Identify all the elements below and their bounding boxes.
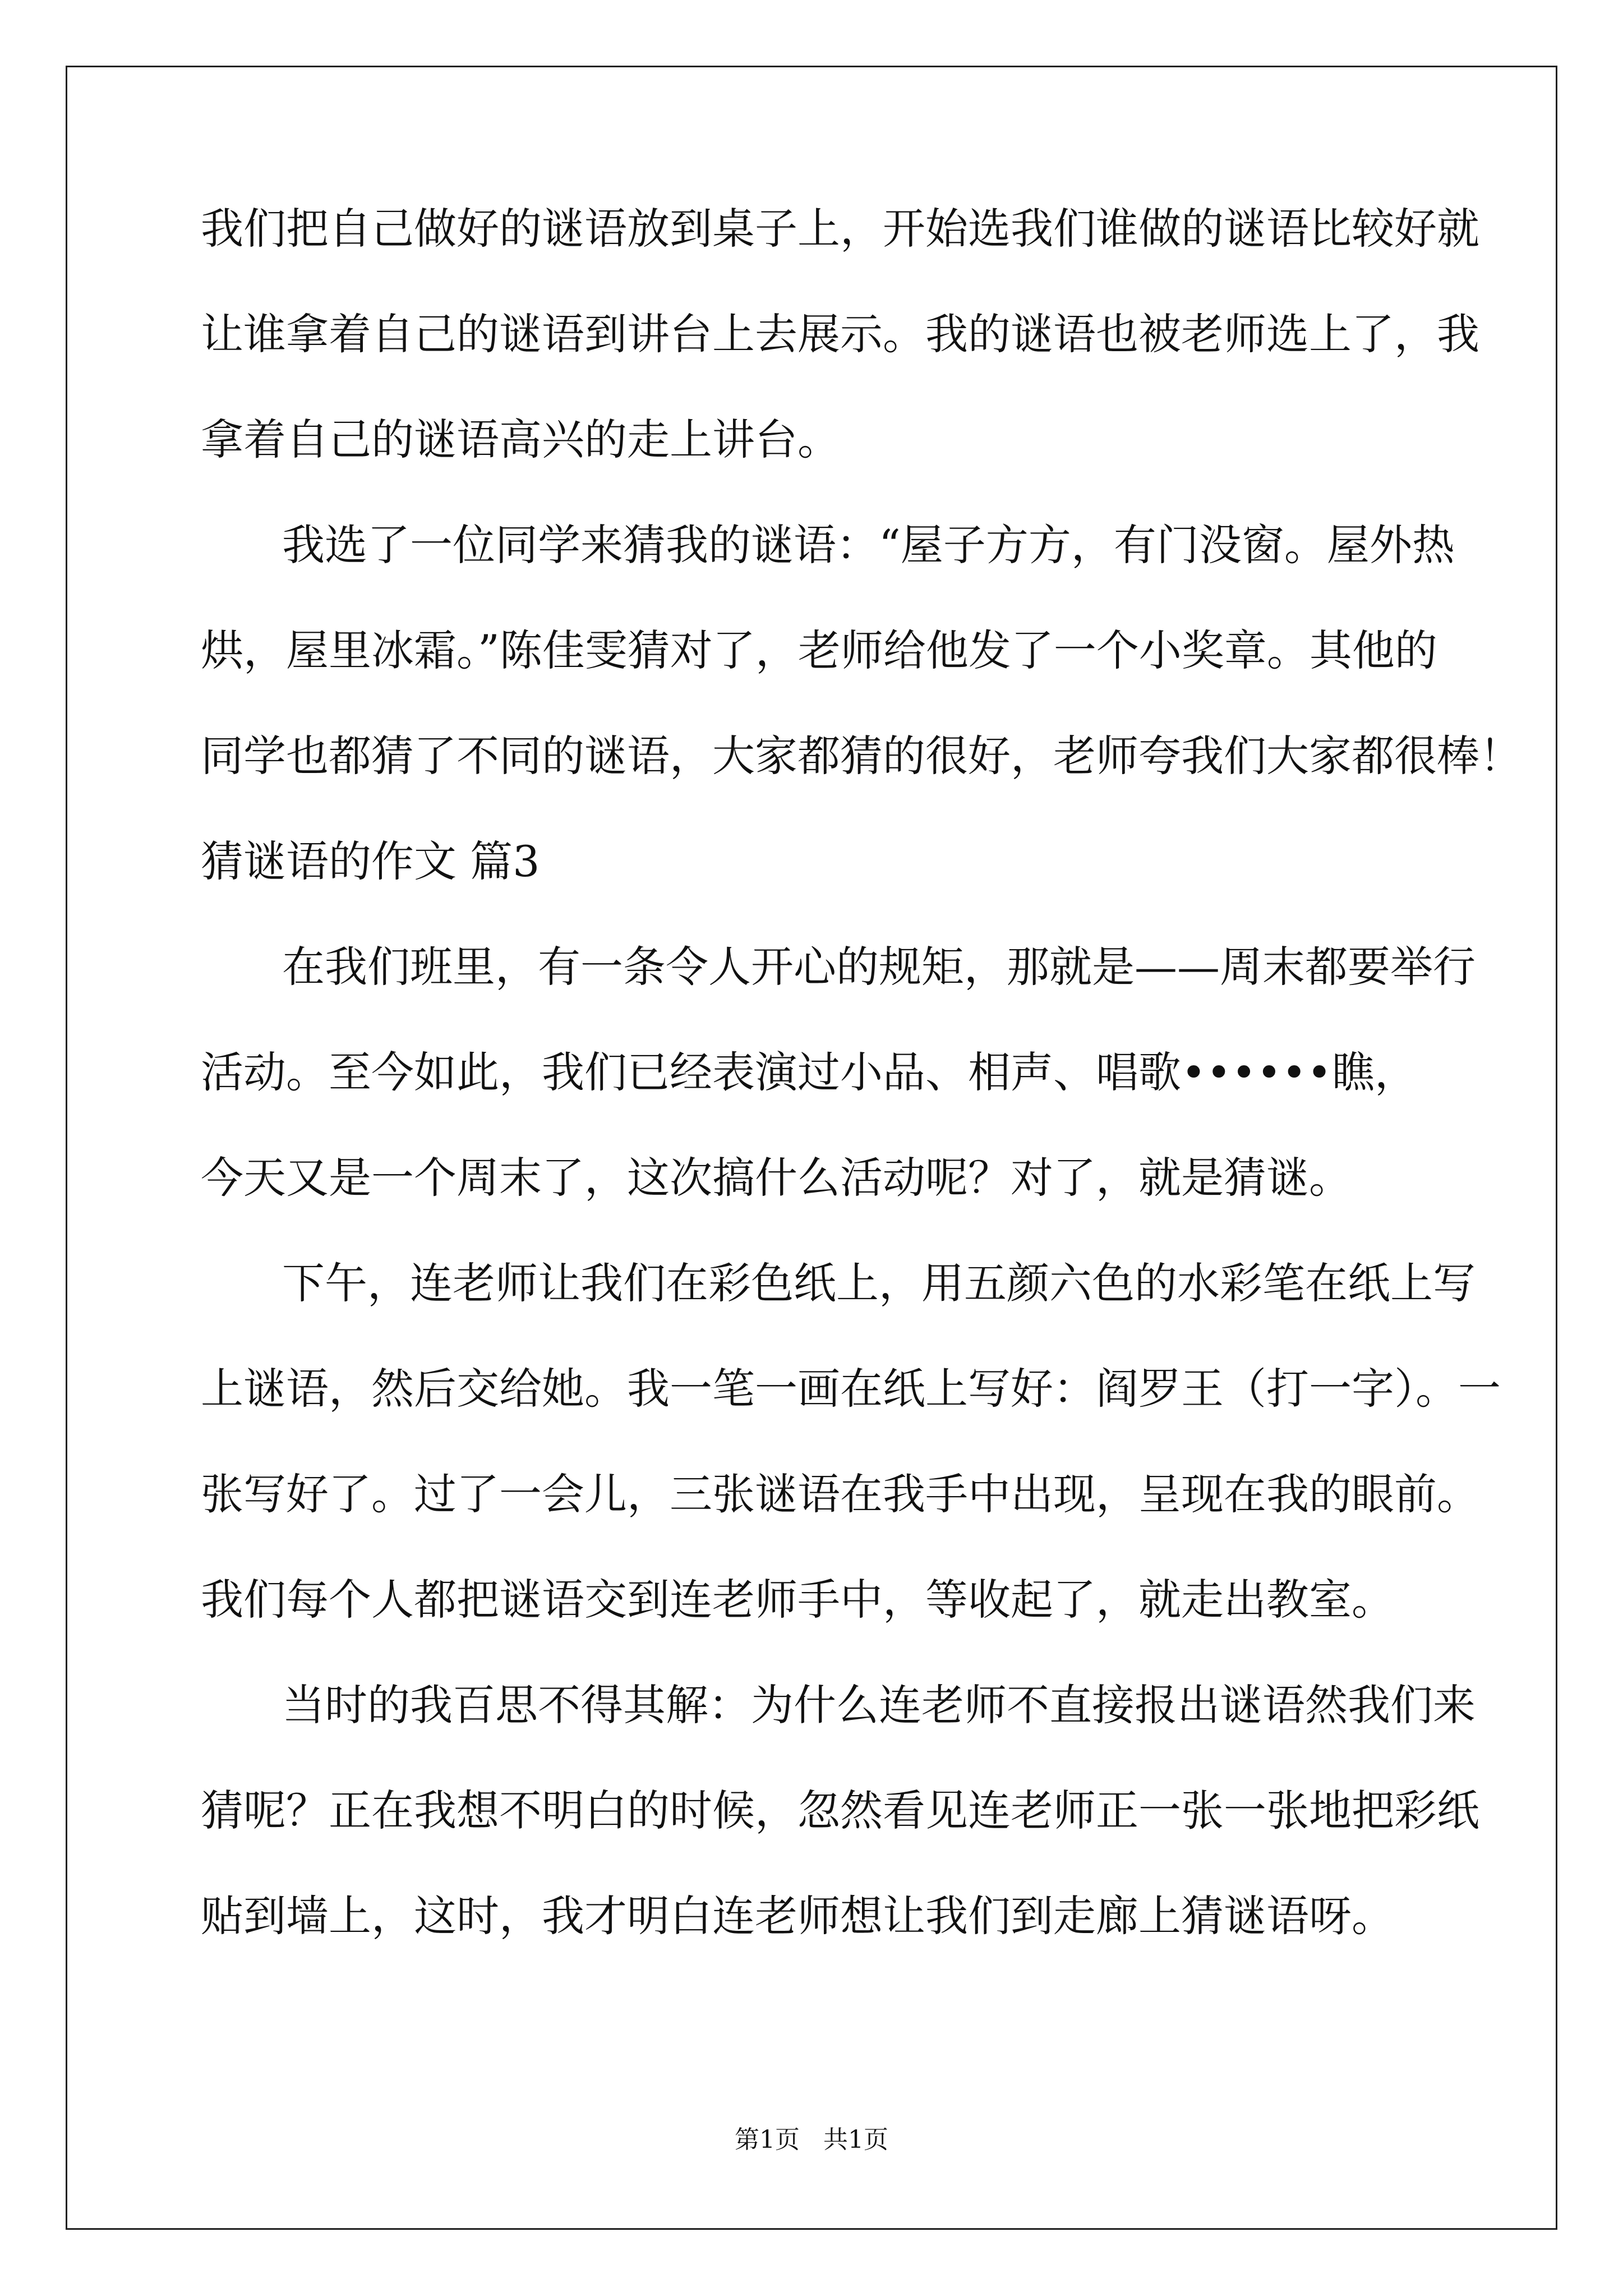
paragraph-5 [201,1680,1479,1941]
paragraph-3 [201,942,1476,1203]
text-line: 贴到墙上，这时，我才明白连老师想让我们到走廊上猜谜语呀。 [201,1891,1394,1941]
text-line: 下午，连老师让我们在彩色纸上，用五颜六色的水彩笔在纸上写 [282,1258,1476,1308]
text-line: 今天又是一个周末了，这次搞什么活动呢？对了，就是猜谜。 [201,1153,1352,1203]
page-number-footer: 第1页 共1页 [735,2125,888,2154]
paragraph-4 [201,1258,1501,1625]
text-line: 在我们班里，有一条令人开心的规矩，那就是——周末都要举行 [282,942,1476,992]
heading-text: 猜谜语的作文 篇3 [201,836,540,886]
text-line: 我选了一位同学来猜我的谜语：“屋子方方，有门没窗。屋外热 [282,520,1455,570]
text-line: 活动。至今如此，我们已经表演过小品、相声、唱歌••••••瞧， [201,1047,1417,1097]
text-line: 当时的我百思不得其解：为什么连老师不直接报出谜语然我们来 [282,1680,1476,1730]
section-heading [201,836,1427,886]
paragraph-1 [201,204,1479,464]
text-line: 同学也都猜了不同的谜语，大家都猜的很好，老师夸我们大家都很棒！ [201,731,1522,781]
paragraph-2 [201,520,1522,781]
text-line: 猜呢？正在我想不明白的时候，忽然看见连老师正一张一张地把彩纸 [201,1786,1479,1835]
text-line: 我们把自己做好的谜语放到桌子上，开始选我们谁做的谜语比较好就 [201,204,1479,254]
text-line: 上谜语，然后交给她。我一笔一画在纸上写好：阎罗王（打一字）。一 [201,1364,1501,1414]
document-body [201,204,1522,2000]
text-line: 拿着自己的谜语高兴的走上讲台。 [201,415,840,464]
text-line: 张写好了。过了一会儿，三张谜语在我手中出现，呈现在我的眼前。 [201,1469,1479,1519]
text-line: 烘，屋里冰霜。”陈佳雯猜对了，老师给他发了一个小奖章。其他的 [201,625,1437,675]
text-line: 我们每个人都把谜语交到连老师手中，等收起了，就走出教室。 [201,1575,1394,1625]
text-line: 让谁拿着自己的谜语到讲台上去展示。我的谜语也被老师选上了，我 [201,309,1479,359]
